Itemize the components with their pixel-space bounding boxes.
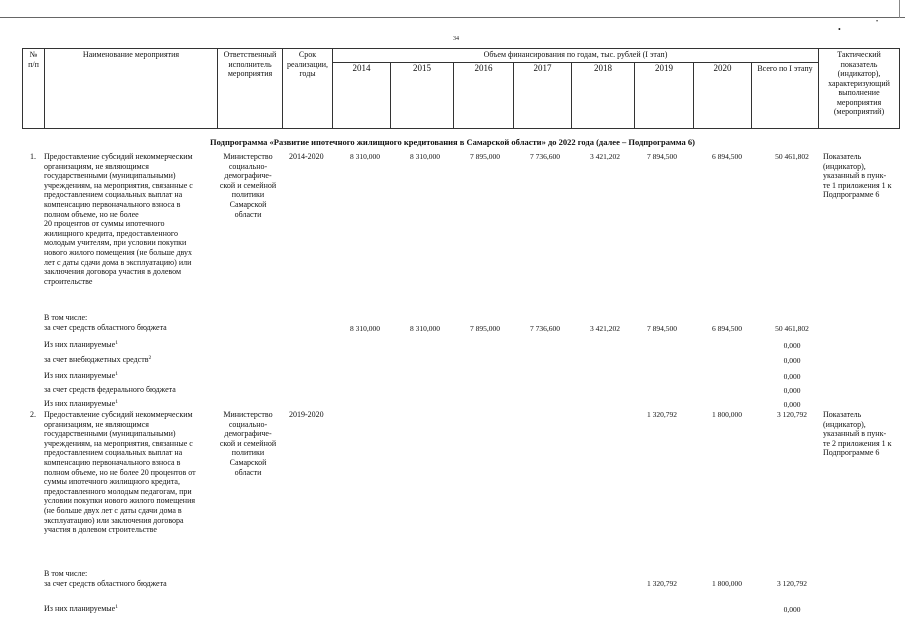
description-line: организациям, не являющимся: [44, 419, 149, 429]
col-header-name: Наименование мероприятия: [45, 49, 218, 129]
description-line: учреждениям, на мероприятия, связанные с: [44, 180, 193, 190]
scan-speck: •: [876, 19, 879, 25]
indicator-line: те 1 приложения 1 к: [823, 180, 892, 190]
row2-planned-text: Из них планируемые: [44, 604, 116, 613]
description-line: участия в долевом строительстве: [44, 525, 157, 535]
description-line: предоставлением социальных выплат на: [44, 190, 183, 200]
indicator-line: Показатель: [823, 410, 862, 419]
description-line: компенсацию первоначального взноса в: [44, 200, 181, 209]
responsible-line: политики: [231, 190, 265, 200]
row2-value-2020: 1 800,000: [712, 410, 742, 419]
year-value: 7 736,600: [530, 324, 560, 333]
col-header-year: 2016: [454, 62, 514, 129]
row-number: 1.: [30, 152, 36, 161]
col-header-year: 2018: [572, 62, 635, 129]
sub-row-label: [44, 323, 167, 333]
description-line: Предоставление субсидий некоммерческим: [44, 410, 193, 419]
year-value: 7 894,500: [647, 324, 677, 333]
description-line: Предоставление субсидий некоммерческим: [44, 152, 193, 161]
year-value: 7 894,500: [647, 152, 677, 161]
description-line: полном объеме, но не более 20 процентов от: [44, 467, 196, 477]
header-table: [22, 48, 900, 129]
footnote-mark: 2: [148, 355, 152, 361]
sub-row-text: Из них планируемые: [44, 340, 116, 349]
description-line: нового жилого помещения (не больше двух: [44, 248, 193, 257]
indicator-line: (индикатор),: [823, 161, 866, 171]
responsible-line: Министерство: [223, 152, 273, 161]
year-value: 7 736,600: [530, 152, 560, 161]
description-line: жилищного кредита, предоставленного: [44, 228, 178, 238]
page-number: 34: [453, 36, 459, 42]
responsible-line: ской и семейной: [219, 180, 277, 190]
row2-planned-total: 0,000: [783, 605, 801, 614]
sub-row-label: [44, 340, 118, 350]
year-value: 3 421,202: [590, 152, 620, 161]
year-value: 6 894,500: [712, 324, 742, 333]
year-value: 8 310,000: [410, 324, 440, 333]
description-line: учреждениям, на мероприятия, связанные с: [44, 438, 193, 448]
description-line: предоставленного молодым педагогам, при: [44, 486, 192, 496]
indicator-line: Подпрограмме 6: [823, 448, 880, 458]
row2-planned-label: [44, 604, 118, 614]
sub-row-text: за счет средств федерального бюджета: [44, 385, 176, 394]
description-line: государственными (муниципальными): [44, 171, 176, 181]
footnote-mark: 1: [115, 604, 118, 610]
description-line: полном объеме, но не более: [44, 209, 139, 219]
indicator-line: (индикатор),: [823, 419, 866, 429]
subprogram-title: Подпрограмма «Развитие ипотечного жилищного кредитования в Самарской области» до 2022 года (далее – Подпрограмма 6): [210, 137, 695, 147]
description-line: условии покупки нового жилого помещения: [44, 496, 196, 506]
row2-budget-label: за счет средств областного бюджета: [44, 579, 167, 588]
col-header-year: 2014: [333, 62, 391, 129]
col-header-indicator: Тактический показатель (индикатор), характеризующий выполнение мероприятия (мероприятий): [819, 49, 900, 129]
responsible-line: социально-: [228, 419, 268, 429]
description-line: (не больше двух лет с даты сдачи дома в: [44, 506, 182, 515]
responsible-line: Министерство: [223, 410, 273, 419]
indicator-line: те 2 приложения 1 к: [823, 438, 892, 448]
col-header-financing: Объем финансирования по годам, тыс. рублей (I этап): [333, 49, 819, 63]
col-header-year: 2020: [694, 62, 752, 129]
description-line: суммы ипотечного жилищного кредита,: [44, 477, 180, 487]
description-line: компенсацию первоначального взноса в: [44, 458, 181, 467]
year-value: 7 895,000: [470, 324, 500, 333]
indicator-line: указанный в пунк-: [823, 171, 887, 181]
description-line: организациям, не являющимся: [44, 161, 149, 171]
col-header-total: Всего по I этапу: [752, 62, 819, 129]
description-line: эксплуатацию) или заключения договора: [44, 515, 184, 525]
indicator-line: Подпрограмме 6: [823, 190, 880, 200]
sub-row-total: 0,000: [783, 341, 801, 350]
row2-budget-total: 3 120,792: [777, 579, 807, 588]
responsible-line: Самарской: [229, 200, 267, 209]
row2-total: 3 120,792: [777, 410, 807, 419]
description-line: 20 процентов от суммы ипотечного: [44, 219, 165, 229]
sub-row-text: за счет внебюджетных средств: [44, 355, 149, 364]
sub-row-text: за счет средств областного бюджета: [44, 323, 167, 332]
row-number: 2.: [30, 410, 36, 419]
sub-row-text: Из них планируемые: [44, 371, 116, 380]
footnote-mark: 1: [115, 340, 118, 346]
sub-row-text: Из них планируемые: [44, 399, 116, 408]
sub-row-total: 50 461,802: [775, 324, 809, 333]
row1-total: 50 461,802: [775, 152, 809, 161]
row1-incl-label: В том числе:: [44, 313, 88, 322]
row1-term: 2014-2020: [289, 152, 324, 161]
sub-row-total: 0,000: [783, 386, 801, 395]
indicator-line: Показатель: [823, 152, 862, 161]
row2-budget-2020: 1 800,000: [712, 579, 742, 588]
sub-row-label: [44, 355, 151, 365]
footnote-mark: 1: [115, 399, 118, 405]
responsible-line: демографиче-: [224, 171, 272, 181]
year-value: 8 310,000: [350, 152, 380, 161]
sub-row-total: 0,000: [783, 372, 801, 381]
sub-row-label: [44, 371, 118, 381]
right-edge-line: [899, 0, 900, 18]
responsible-line: Самарской: [229, 458, 267, 467]
description-line: предоставлением социальных выплат на: [44, 448, 183, 458]
scan-speck: •: [838, 25, 841, 34]
row1-indicator: [823, 152, 905, 200]
col-header-responsible: Ответственный исполнитель мероприятия: [218, 49, 283, 129]
col-header-year: 2015: [391, 62, 454, 129]
responsible-line: социально-: [228, 161, 268, 171]
col-header-num: № п/п: [23, 49, 45, 129]
col-header-term: Срок реализации, годы: [283, 49, 333, 129]
footnote-mark: 1: [115, 371, 118, 377]
description-line: заключения договора участия в долевом: [44, 267, 182, 277]
sub-row-total: 0,000: [783, 400, 801, 409]
row2-budget-2019: 1 320,792: [647, 579, 677, 588]
year-value: 8 310,000: [350, 324, 380, 333]
description-line: молодым учителям, при условии покупки: [44, 238, 187, 248]
indicator-line: указанный в пунк-: [823, 429, 887, 439]
description-line: строительстве: [44, 276, 93, 286]
year-value: 7 895,000: [470, 152, 500, 161]
row2-term: 2019-2020: [289, 410, 324, 419]
description-line: лет с даты сдачи дома в эксплуатацию) или: [44, 257, 192, 267]
sub-row-label: [44, 399, 118, 409]
row2-indicator: [823, 410, 905, 458]
responsible-line: демографиче-: [224, 429, 272, 439]
top-border-line: [0, 17, 905, 18]
responsible-line: политики: [231, 448, 265, 458]
responsible-line: области: [234, 467, 262, 477]
responsible-line: области: [234, 209, 262, 219]
sub-row-label: [44, 385, 176, 395]
responsible-line: ской и семейной: [219, 438, 277, 448]
col-header-year: 2019: [635, 62, 694, 129]
row2-incl-label: В том числе:: [44, 569, 88, 578]
year-value: 3 421,202: [590, 324, 620, 333]
year-value: 6 894,500: [712, 152, 742, 161]
col-header-year: 2017: [514, 62, 572, 129]
year-value: 8 310,000: [410, 152, 440, 161]
row2-value-2019: 1 320,792: [647, 410, 677, 419]
description-line: государственными (муниципальными): [44, 429, 176, 439]
sub-row-total: 0,000: [783, 356, 801, 365]
